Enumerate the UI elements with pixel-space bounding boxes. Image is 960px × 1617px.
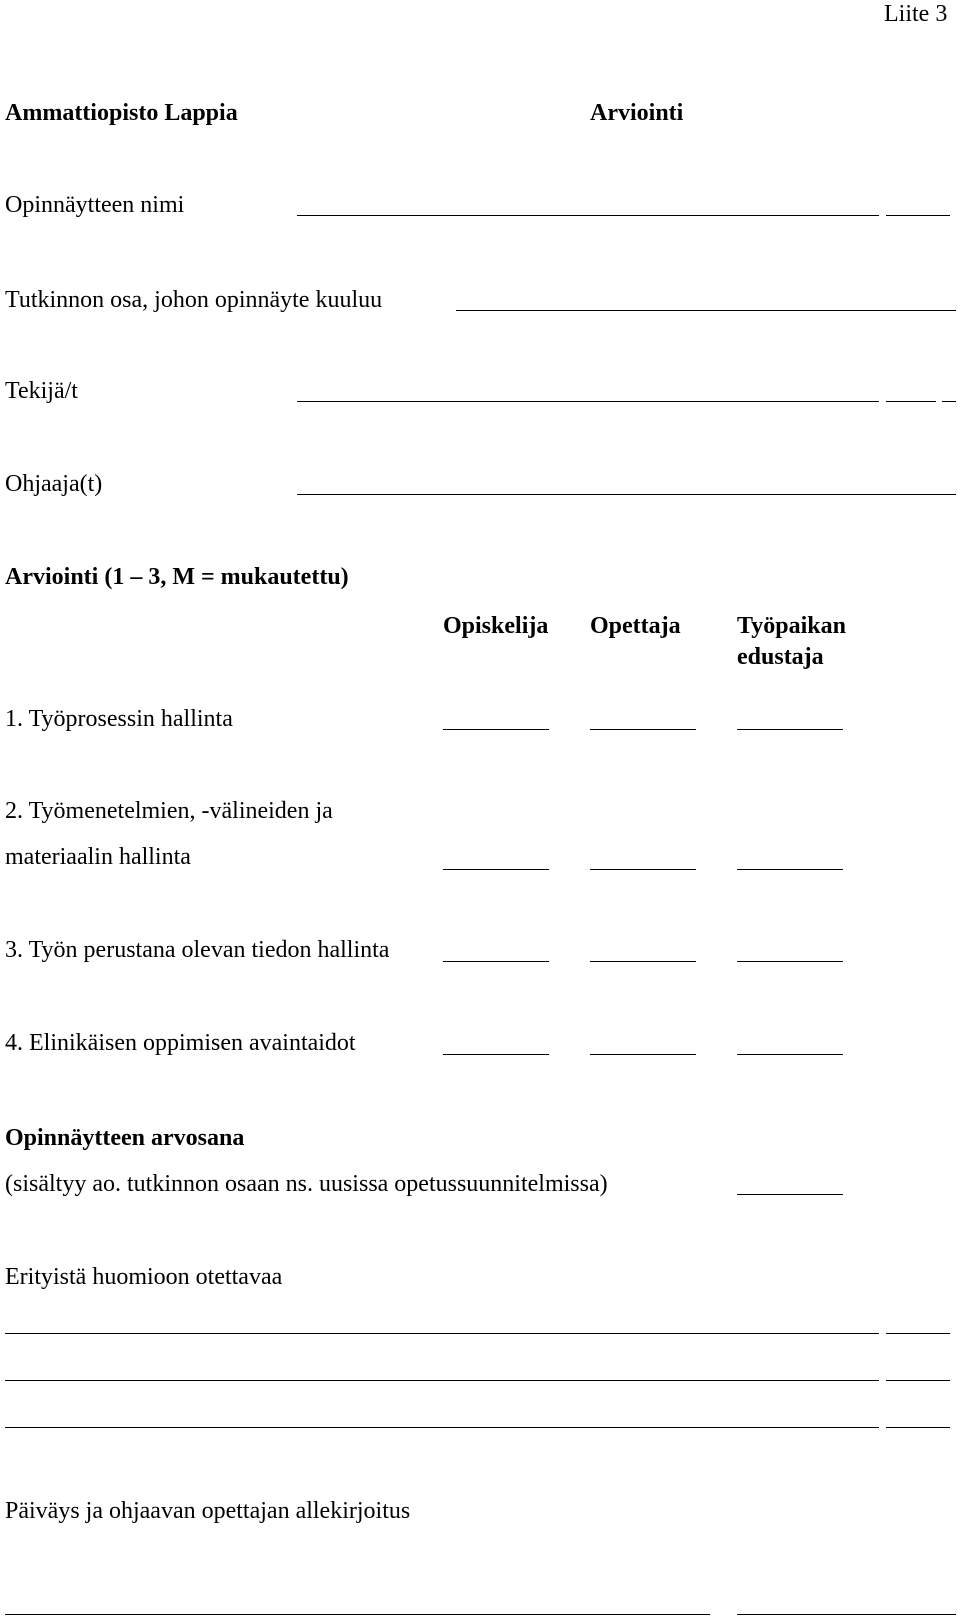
attachment-label: Liite 3 [884, 1, 948, 27]
special-notes-line-3-end [886, 1427, 950, 1428]
criterion-2-student-line[interactable] [443, 869, 549, 870]
special-notes-line-1-end [886, 1333, 950, 1334]
column-teacher: Opettaja [590, 613, 681, 639]
criterion-4-workplace-line[interactable] [737, 1054, 843, 1055]
special-notes-label: Erityistä huomioon otettavaa [5, 1264, 283, 1290]
signature-line-end [737, 1614, 956, 1615]
criterion-1-student-line[interactable] [443, 729, 549, 730]
signature-line[interactable] [5, 1614, 710, 1615]
authors-label: Tekijä/t [5, 378, 78, 404]
criterion-2-workplace-line[interactable] [737, 869, 843, 870]
criterion-1-teacher-line[interactable] [590, 729, 696, 730]
criterion-4-teacher-line[interactable] [590, 1054, 696, 1055]
column-student: Opiskelija [443, 613, 549, 639]
authors-line-end [942, 401, 956, 402]
criterion-3-teacher-line[interactable] [590, 961, 696, 962]
special-notes-line-1[interactable] [5, 1333, 879, 1334]
thesis-name-label: Opinnäytteen nimi [5, 192, 185, 218]
criterion-3-workplace-line[interactable] [737, 961, 843, 962]
authors-line[interactable] [297, 401, 879, 402]
qualification-unit-line[interactable] [456, 310, 956, 311]
supervisors-line[interactable] [297, 494, 956, 495]
grade-line[interactable] [737, 1194, 843, 1195]
grade-note: (sisältyy ao. tutkinnon osaan ns. uusissa opetussuunnitelmissa) [5, 1171, 608, 1197]
criterion-3-label: 3. Työn perustana olevan tiedon hallinta [5, 937, 390, 963]
thesis-name-line[interactable] [297, 215, 879, 216]
institution-name: Ammattiopisto Lappia [5, 100, 238, 126]
criterion-4-student-line[interactable] [443, 1054, 549, 1055]
thesis-name-line-end [886, 215, 950, 216]
criterion-1-workplace-line[interactable] [737, 729, 843, 730]
grade-heading: Opinnäytteen arvosana [5, 1125, 245, 1151]
special-notes-line-3[interactable] [5, 1427, 879, 1428]
document-title: Arviointi [590, 100, 684, 126]
qualification-unit-label: Tutkinnon osa, johon opinnäyte kuuluu [5, 287, 383, 313]
column-workplace-line1: Työpaikan [737, 613, 846, 639]
criterion-3-student-line[interactable] [443, 961, 549, 962]
criterion-2-label-line2: materiaalin hallinta [5, 844, 191, 870]
assessment-heading: Arviointi (1 – 3, M = mukautettu) [5, 564, 349, 590]
authors-line-mid [886, 401, 936, 402]
criterion-1-label: 1. Työprosessin hallinta [5, 706, 233, 732]
criterion-4-label: 4. Elinikäisen oppimisen avaintaidot [5, 1030, 356, 1056]
special-notes-line-2-end [886, 1380, 950, 1381]
supervisors-label: Ohjaaja(t) [5, 471, 103, 497]
criterion-2-teacher-line[interactable] [590, 869, 696, 870]
special-notes-line-2[interactable] [5, 1380, 879, 1381]
column-workplace-line2: edustaja [737, 644, 824, 670]
criterion-2-label-line1: 2. Työmenetelmien, -välineiden ja [5, 798, 333, 824]
signature-label: Päiväys ja ohjaavan opettajan allekirjoitus [5, 1498, 411, 1524]
